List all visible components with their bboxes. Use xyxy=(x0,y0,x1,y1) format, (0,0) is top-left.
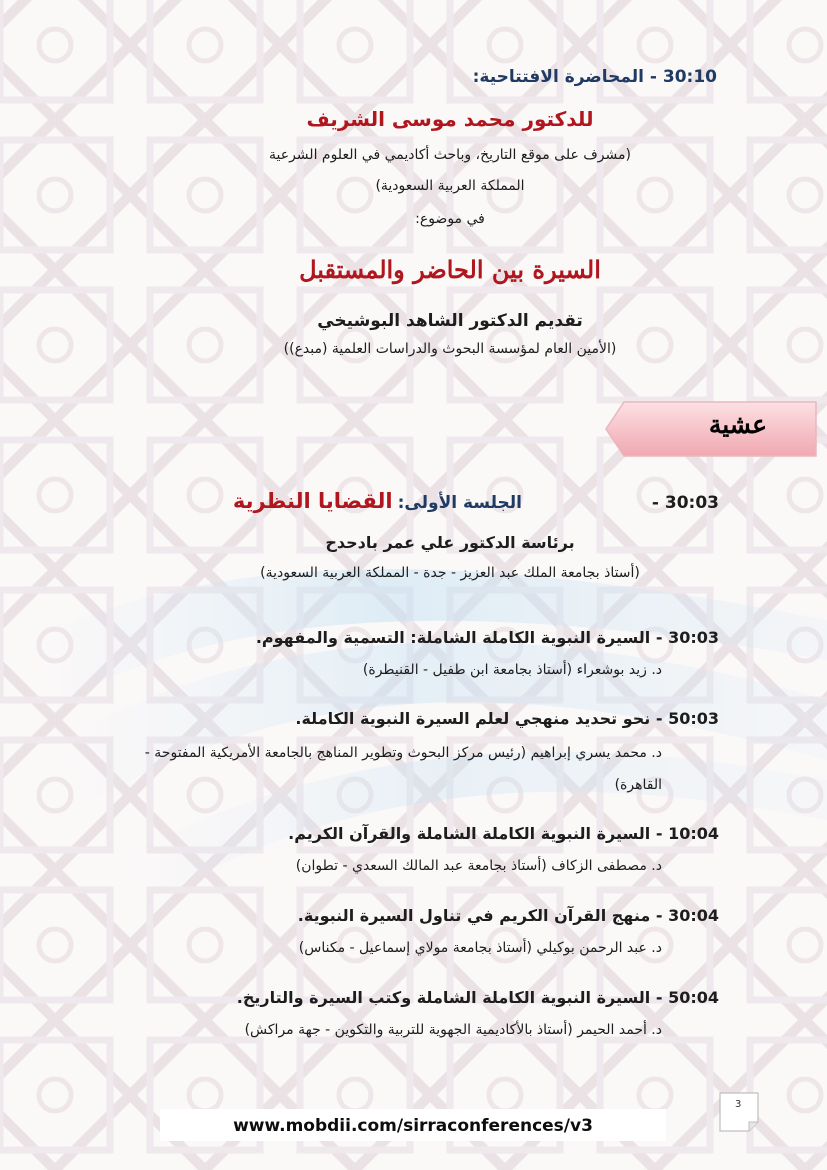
presenter: تقديم الدكتور الشاهد البوشيخي xyxy=(317,311,583,331)
opening-speaker: للدكتور محمد موسى الشريف xyxy=(306,107,594,131)
topic-label: في موضوع: xyxy=(415,211,485,227)
talk-speaker: د. أحمد الحيمر (أستاذ بالأكاديمية الجهوية للتربية والتكوين - جهة مراكش) xyxy=(244,1022,662,1038)
presenter-affiliation: (الأمين العام لمؤسسة البحوث والدراسات العلمية (مبدع)) xyxy=(283,341,617,357)
session-header xyxy=(233,489,522,513)
opening-lecture-line: 30:10 - المحاضرة الافتتاحية: xyxy=(472,67,717,87)
session-chair: برئاسة الدكتور علي عمر بادحدح xyxy=(325,533,575,552)
talk-speaker: د. زيد بوشعراء (أستاذ بجامعة ابن طفيل - القنيطرة) xyxy=(362,662,662,678)
talk-title: 10:04 - السيرة النبوية الكاملة الشاملة والقرآن الكريم. xyxy=(288,824,719,843)
talk-speaker: د. عبد الرحمن بوكيلي (أستاذ بجامعة مولاي إسماعيل - مكناس) xyxy=(298,940,662,956)
talk-title: 30:04 - منهج القرآن الكريم في تناول السيرة النبوية. xyxy=(297,906,719,925)
talk-title: 30:03 - السيرة النبوية الكاملة الشاملة: التسمية والمفهوم. xyxy=(255,628,719,647)
footer-url[interactable]: www.mobdii.com/sirraconferences/v3 xyxy=(160,1109,666,1141)
talk-speaker: د. مصطفى الزكاف (أستاذ بجامعة عبد المالك السعدي - تطوان) xyxy=(295,858,662,874)
session-chair-affiliation: (أستاذ بجامعة الملك عبد العزيز - جدة - المملكة العربية السعودية) xyxy=(260,565,640,581)
page-number: 3 xyxy=(735,1099,742,1110)
section-title: عشية xyxy=(708,410,767,439)
session-name: القضايا النظرية xyxy=(232,489,393,513)
page-number-box xyxy=(719,1092,759,1132)
session-time: 30:03 - xyxy=(651,493,719,513)
talk-speaker: د. محمد يسري إبراهيم (رئيس مركز البحوث وتطوير المناهج بالجامعة الأمريكية المفتوحة - xyxy=(144,745,662,761)
talk-title: 50:04 - السيرة النبوية الكاملة الشاملة وكتب السيرة والتاريخ. xyxy=(236,988,719,1007)
speaker-affiliation-line-2: المملكة العربية السعودية) xyxy=(375,178,525,194)
talk-speaker-continued: القاهرة) xyxy=(614,777,662,793)
talk-title: 50:03 - نحو تحديد منهجي لعلم السيرة النبوية الكاملة. xyxy=(295,709,719,728)
speaker-affiliation-line-1: (مشرف على موقع التاريخ، وباحث أكاديمي في العلوم الشرعية xyxy=(269,147,631,163)
session-label: الجلسة الأولى: xyxy=(397,493,522,513)
lecture-title: السيرة بين الحاضر والمستقبل xyxy=(299,255,601,284)
